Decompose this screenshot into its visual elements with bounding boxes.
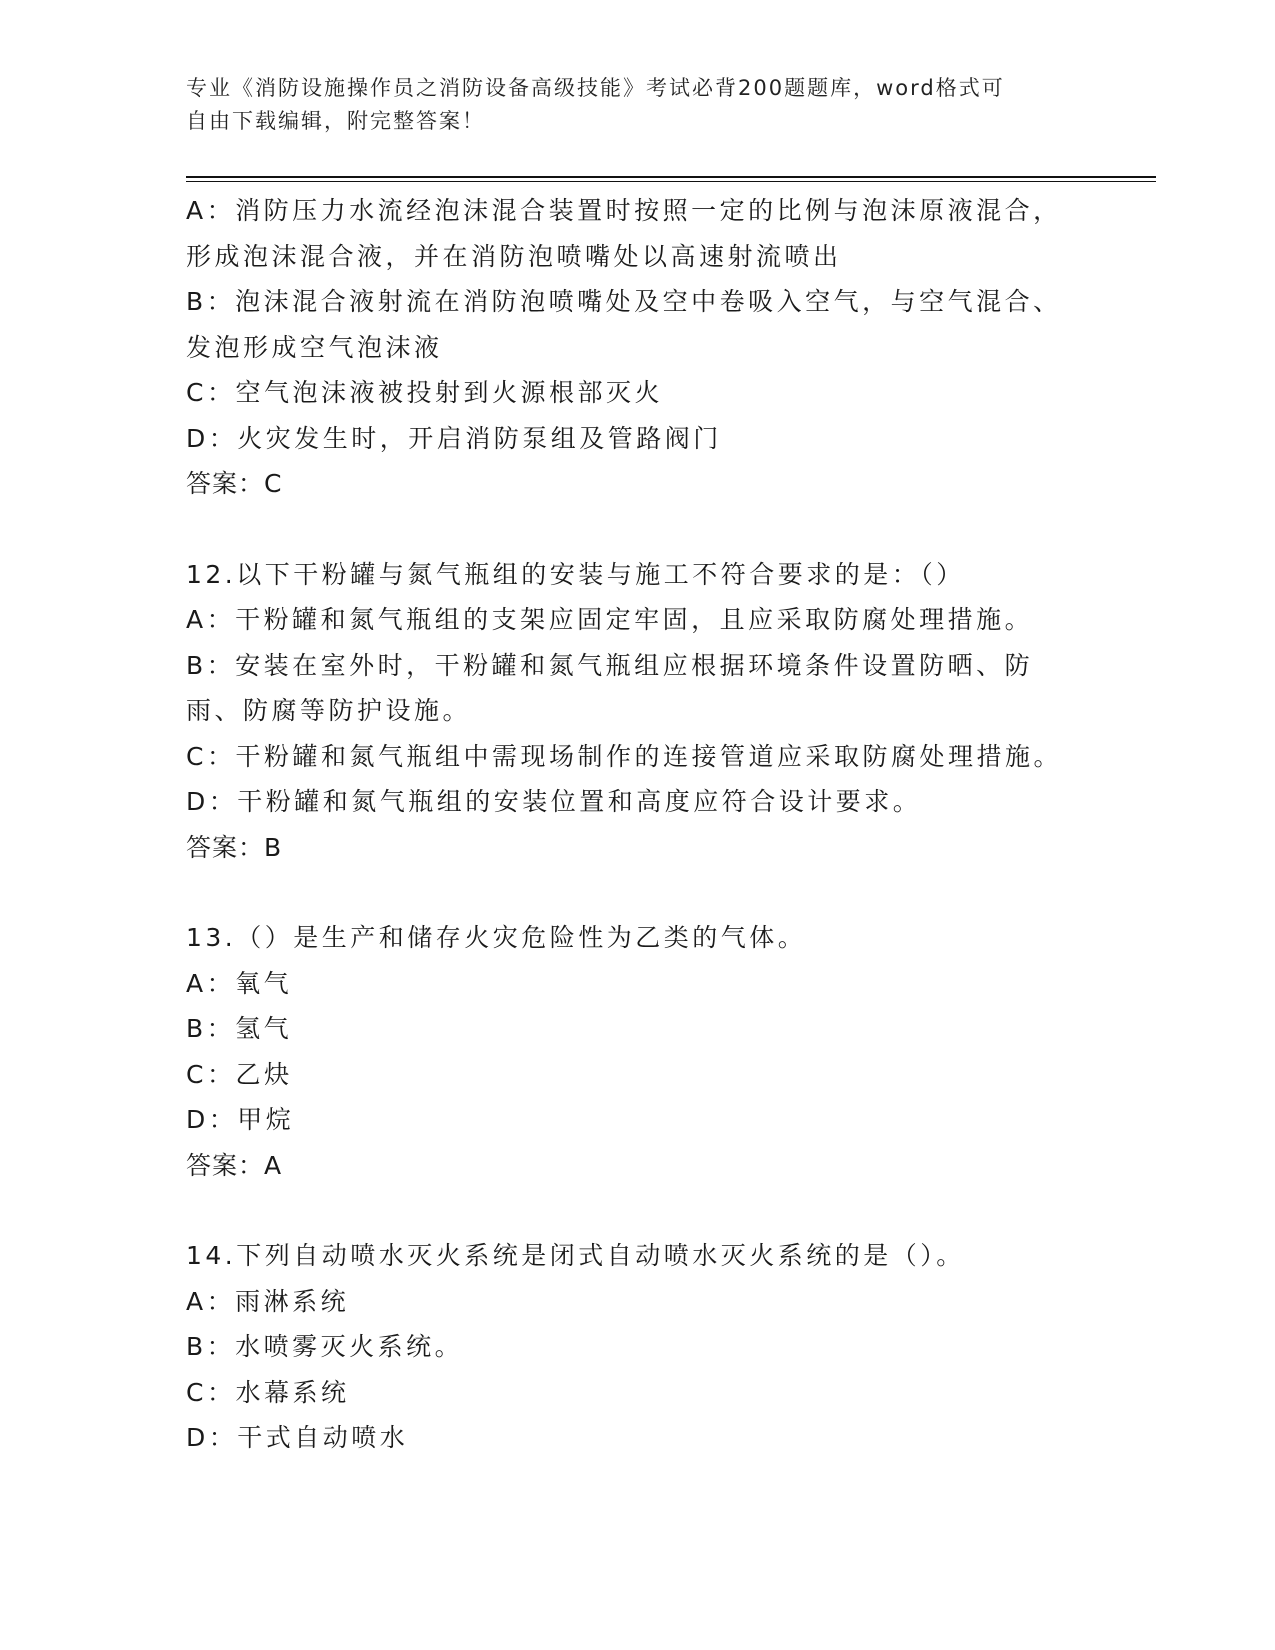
option-d: D：火灾发生时，开启消防泵组及管路阀门 (186, 423, 722, 453)
option-c: C：干粉罐和氮气瓶组中需现场制作的连接管道应采取防腐处理措施。 (186, 741, 1062, 771)
header-line-1: 专业《消防设施操作员之消防设备高级技能》考试必背200题题库，word格式可 (186, 76, 1005, 100)
question-text: 12.以下干粉罐与氮气瓶组的安装与施工不符合要求的是：（） (186, 559, 965, 589)
spacer (186, 1188, 1076, 1233)
question-12-block (186, 552, 1076, 871)
answer-line: 答案：B (186, 832, 283, 862)
option-b: B：泡沫混合液射流在消防泡喷嘴处及空中卷吸入空气，与空气混合、发泡形成空气泡沫液 (186, 287, 1062, 362)
header-line-2: 自由下载编辑，附完整答案！ (186, 109, 485, 133)
option-d: D：干式自动喷水 (186, 1423, 409, 1452)
option-a: A：干粉罐和氮气瓶组的支架应固定牢固，且应采取防腐处理措施。 (186, 605, 1034, 634)
spacer (186, 870, 1076, 915)
option-c: C：乙炔 (186, 1059, 293, 1089)
option-b: B：水喷雾灭火系统。 (186, 1332, 464, 1361)
question-13-block (186, 915, 1076, 1188)
question-text: 13.（）是生产和储存火灾危险性为乙类的气体。 (186, 923, 807, 952)
spacer (186, 507, 1076, 552)
option-b: B：安装在室外时，干粉罐和氮气瓶组应根据环境条件设置防晒、防雨、防腐等防护设施。 (186, 650, 1034, 725)
option-a: A：雨淋系统 (186, 1286, 350, 1316)
question-text: 14.下列自动喷水灭火系统是闭式自动喷水灭火系统的是（）。 (186, 1241, 965, 1270)
header-divider-thin (186, 181, 1156, 182)
question-11-block (186, 188, 1076, 507)
option-c: C：空气泡沫液被投射到火源根部灭火 (186, 378, 663, 407)
option-d: D：甲烷 (186, 1105, 295, 1134)
answer-line: 答案：C (186, 469, 283, 498)
document-header (186, 72, 1066, 138)
option-c: C：水幕系统 (186, 1377, 350, 1407)
answer-line: 答案：A (186, 1150, 283, 1180)
question-14-block (186, 1233, 1076, 1461)
header-divider-thick (186, 176, 1156, 178)
option-a: A：消防压力水流经泡沫混合装置时按照一定的比例与泡沫原液混合，形成泡沫混合液，并在消防泡喷嘴处以高速射流喷出 (186, 196, 1062, 271)
option-d: D：干粉罐和氮气瓶组的安装位置和高度应符合设计要求。 (186, 787, 922, 816)
document-body (186, 188, 1076, 1461)
option-a: A：氧气 (186, 968, 293, 998)
option-b: B：氢气 (186, 1014, 293, 1043)
